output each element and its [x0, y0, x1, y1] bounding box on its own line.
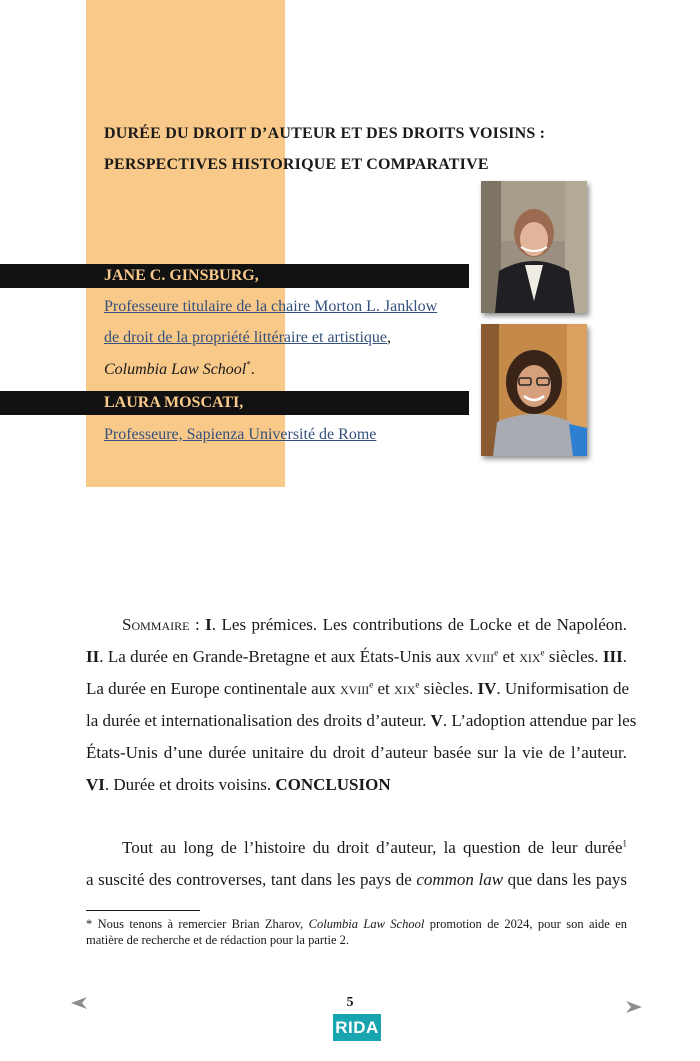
affiliation-comma: ,: [387, 329, 391, 346]
century-sup: e: [415, 679, 420, 690]
section-number: IV: [477, 679, 497, 698]
section-text: siècles.: [419, 679, 474, 698]
article-title: [104, 118, 624, 180]
section-text: . La durée en Grande-Bretagne et aux États-Unis aux: [99, 647, 465, 666]
century-numeral: xix: [394, 679, 416, 698]
rida-logo: RIDA: [333, 1014, 381, 1041]
page-number: 5: [346, 995, 354, 1010]
footnote-text: promotion de 2024, pour son aide en matière de recherche et de rédaction pour la partie 2.: [86, 917, 627, 947]
conclusion-label: CONCLUSION: [275, 775, 391, 794]
section-number: III: [602, 647, 623, 666]
institution-period: .: [250, 361, 255, 378]
section-text: . Uniformisation de: [496, 679, 630, 698]
footnote-emphasis: Columbia Law School: [308, 917, 425, 931]
summary-line-4: [86, 705, 637, 737]
section-text: et: [373, 679, 395, 698]
institution-footnote-marker: *: [246, 359, 251, 370]
title-line-1: DURÉE DU DROIT D’AUTEUR ET DES DROITS VOISINS :: [104, 125, 546, 142]
section-text: . L’adoption attendue par les: [442, 711, 637, 730]
paragraph-line-2: [86, 864, 627, 896]
portrait-image: [481, 181, 587, 313]
author-affiliation-line-1[interactable]: [104, 297, 437, 317]
section-text: . Les prémices. Les contributions de Locke et de Napoléon.: [211, 615, 627, 634]
century-sup: e: [494, 647, 499, 658]
author-photo-ginsburg: [481, 181, 587, 313]
section-text: la durée et internationalisation des droits d’auteur.: [86, 711, 427, 730]
section-number: VI: [86, 775, 105, 794]
paragraph-emphasis: common law: [416, 870, 504, 889]
paragraph-text: Tout au long de l’histoire du droit d’auteur, la question de leur durée: [122, 838, 623, 857]
affiliation-link-field[interactable]: de droit de la propriété littéraire et artistique: [104, 329, 387, 346]
summary-line-2: II. La durée en Grande-Bretagne et aux États-Unis aux xviii$^e$ et xix$^e$ siècles. III.: [86, 647, 627, 666]
footnote-text: Nous tenons à remercier Brian Zharov,: [92, 917, 309, 931]
century-sup: e: [540, 647, 545, 658]
summary-line-5: [86, 737, 627, 769]
century-numeral: xix: [519, 647, 541, 666]
previous-page-icon[interactable]: [70, 996, 88, 1010]
next-page-icon[interactable]: [625, 1000, 643, 1014]
century-numeral: xviii: [464, 647, 495, 666]
author-affiliation-moscati[interactable]: [104, 425, 376, 445]
title-line-2: PERSPECTIVES HISTORIQUE ET COMPARATIVE: [104, 156, 489, 173]
summary-sep: :: [189, 615, 206, 634]
summary-label: Sommaire: [122, 615, 190, 634]
section-number: V: [430, 711, 443, 730]
section-text: et: [498, 647, 520, 666]
footnote-ref[interactable]: 1: [622, 838, 627, 849]
footnote-marker: *: [86, 917, 93, 931]
author-name-moscati: LAURA MOSCATI,: [104, 394, 244, 411]
section-text: La durée en Europe continentale aux: [86, 679, 340, 698]
summary-block: [86, 609, 637, 801]
section-number: II: [86, 647, 100, 666]
section-text: États-Unis d’une durée unitaire du droit d’auteur basée sur la vie de l’auteur.: [86, 743, 627, 762]
section-number: I: [205, 615, 212, 634]
summary-line-3: [86, 673, 630, 705]
paragraph-line-1: [86, 832, 627, 864]
body-paragraph: [86, 832, 627, 896]
portrait-image: [481, 324, 587, 456]
footnote-divider: [86, 910, 200, 911]
institution-name: Columbia Law School: [104, 361, 247, 378]
footnote: [86, 916, 627, 948]
author-name-ginsburg: JANE C. GINSBURG,: [104, 267, 259, 284]
century-sup: e: [369, 679, 374, 690]
section-text: siècles.: [544, 647, 599, 666]
summary-line-6: [86, 769, 627, 801]
summary-line-1: [86, 609, 627, 641]
author-institution-line: [104, 360, 255, 380]
century-numeral: xviii: [339, 679, 370, 698]
affiliation-link-chair[interactable]: Professeure titulaire de la chaire Morton L. Janklow: [104, 298, 438, 315]
author-photo-moscati: [481, 324, 587, 456]
section-text: . Durée et droits voisins.: [104, 775, 272, 794]
paragraph-text: que dans les pays: [503, 870, 627, 889]
author-affiliation-line-2[interactable]: [104, 328, 391, 348]
affiliation-link-sapienza[interactable]: Professeure, Sapienza Université de Rome: [104, 426, 377, 443]
paragraph-text: a suscité des controverses, tant dans les pays de: [86, 870, 417, 889]
